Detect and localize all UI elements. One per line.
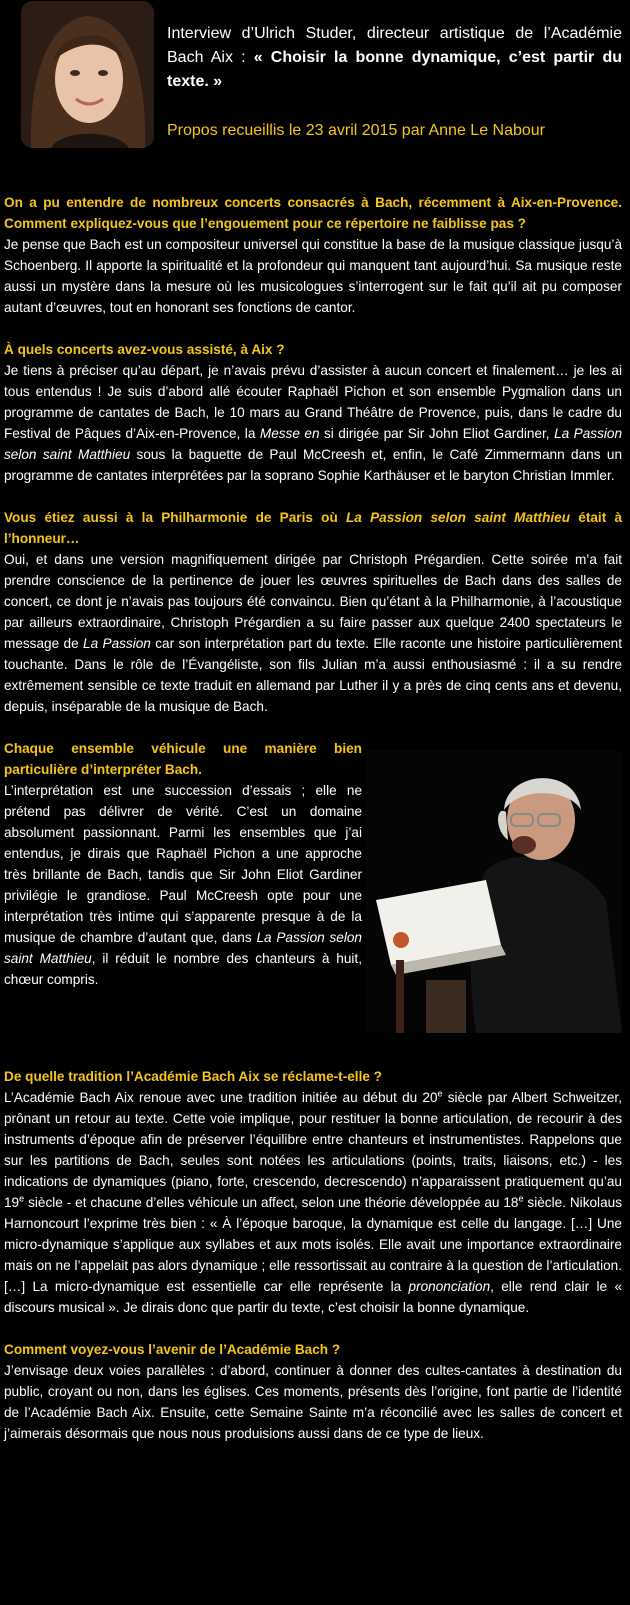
- answer-2: [4, 360, 622, 486]
- answer-5-emphasis: prononciation: [408, 1279, 491, 1294]
- superscript: e: [19, 1193, 25, 1204]
- qa-block-4: [4, 738, 362, 990]
- superscript: e: [437, 1088, 443, 1099]
- question-3: [4, 507, 622, 549]
- question-3-work-title: La Passion selon saint Matthieu: [346, 510, 571, 525]
- qa-block-3: [4, 507, 622, 717]
- answer-2-work-title: La Passion selon saint Matthieu: [4, 426, 623, 462]
- answer-6: J’envisage deux voies parallèles : d’abord, continuer à donner des cultes-cantates à destination du public, croyant ou non, dans les églises. Ces moments, présents dès l’origine, font partie de l’identité de l’Académie Bach Aix. Ensuite, cette Semaine Sainte m’a réconcilié avec les salles de concert et j’aimerais désormais que nous nous produisions aussi dans de ce type de lieux.: [4, 1363, 622, 1441]
- question-3-text: Vous étiez aussi à la Philharmonie de Paris où: [4, 510, 338, 525]
- question-2: À quels concerts avez-vous assisté, à Aix ?: [4, 342, 285, 357]
- answer-4-text: L’interprétation est une succession d’essais ; elle ne prétend pas délivrer de vérité. C’est un domaine absolument passionnant. Parmi les ensembles que j’ai entendus, je dirais que Raphaël Pichon a une approche très brillante de Bach, tandis que Sir John Eliot Gardiner privilégie le grandiose. Paul McCreesh opte pour une interprétation très intime qui s’apparente presque à de la musique de chambre d’autant que, dans: [4, 783, 362, 945]
- answer-5-text: siècle par Albert Schweitzer, prônant un retour au texte. Cette voie implique, pour restituer la bonne articulation, de recourir à des instruments d’époque afin de préserver l’équilibre entre chanteurs et instrumentistes. Rappelons que sur les partitions de Bach, seules sont notées les articulations (points, traits, liaisons, etc.) - les indications de dynamiques (piano, forte, crescendo, decrescendo) n’apparaissent pratiquement qu’au 19: [4, 1090, 622, 1210]
- answer-5-text: siècle. Nikolaus Harnoncourt l’exprime très bien : « À l’époque baroque, la dynamique est celle du langage. […] Une micro-dynamique s’applique aux syllabes et aux mots isolés. Elle avait une importance extraordinaire mais on ne l’appelait pas alors dynamique ; elle ressortissait au contraire à la question de l’articulation. […] La micro-dynamique est essentielle car elle représente la: [4, 1195, 622, 1294]
- superscript: e: [518, 1193, 524, 1204]
- question-3-text: était à l’honneur…: [4, 510, 623, 546]
- answer-5-text: siècle - et chacune d’elles véhicule un affect, selon une théorie développée au 18: [28, 1195, 519, 1210]
- answer-5: [4, 1087, 622, 1318]
- answer-2-text: Je tiens à préciser qu’au départ, je n’avais prévu d’assister à aucun concert et finalement… je les ai tous entendus ! Je suis d’abord allé écouter Raphaël Pichon et son ensemble Pygmalion dans un programme de cantates de Bach, le 10 mars au Grand Théâtre de Provence, puis, dans le cadre du Festival de Pâques d’Aix-en-Provence, la: [4, 363, 622, 441]
- answer-1: Je pense que Bach est un compositeur universel qui constitue la base de la musique classique jusqu’à Schoenberg. Il apporte la spiritualité et la profondeur qui manquent tant aujourd’hui. Sa musique reste aussi un mystère dans la mesure où les musicologues s’interrogent sur le fait qu’il ait pu composer autant d’œuvres, tout en honorant ses fonctions de cantor.: [4, 237, 622, 315]
- answer-3-text: Oui, et dans une version magnifiquement dirigée par Christoph Prégardien. Cette soirée m’a fait prendre conscience de la pertinence de jouer les œuvres spirituelles de Bach dans des salles de concert, ce dont je n’avais pas toujours été convaincu. Bien qu’étant à la Philharmonie, à l’acoustique par ailleurs extraordinaire, Christoph Prégardien a su faire passer aux quelque 2400 spectateurs le message de: [4, 552, 622, 651]
- answer-2-work-title: Messe en: [259, 426, 320, 441]
- header-quote: « Choisir la bonne dynamique, c’est partir du texte. »: [167, 49, 622, 90]
- singer-photo-image: [366, 750, 622, 1033]
- answer-4-work-title: La Passion selon saint Matthieu: [4, 930, 362, 966]
- singer-photo: [366, 750, 622, 1033]
- qa-block-5: [4, 1066, 622, 1318]
- question-4: Chaque ensemble véhicule une manière bien particulière d’interpréter Bach.: [4, 741, 362, 777]
- qa-block-6: [4, 1339, 622, 1444]
- question-5: De quelle tradition l’Académie Bach Aix se réclame-t-elle ?: [4, 1069, 382, 1084]
- answer-4-text: , il réduit le nombre des chanteurs à huit, chœur compris.: [4, 951, 362, 987]
- answer-5-text: L’Académie Bach Aix renoue avec une tradition initiée au début du 20: [4, 1090, 438, 1105]
- answer-5-text: , elle rend clair le « discours musical ». Je dirais donc que partir du texte, c’est choisir la bonne dynamique.: [4, 1279, 623, 1315]
- qa-block-2: [4, 339, 622, 486]
- interview-body: [4, 192, 622, 1465]
- answer-4: [4, 780, 362, 990]
- answer-2-text: sous la baguette de Paul McCreesh et, enfin, le Café Zimmermann dans un programme de cantates interprétées par la soprano Sophie Karthäuser et le baryton Christian Immler.: [4, 447, 623, 483]
- portrait-image: [21, 1, 154, 148]
- header-intro: Interview d’Ulrich Studer, directeur artistique de l’Académie Bach Aix :: [167, 25, 622, 66]
- answer-2-text: si dirigée par Sir John Eliot Gardiner,: [324, 426, 550, 441]
- qa-block-1: [4, 192, 622, 318]
- answer-3-work-title: La Passion: [83, 636, 151, 651]
- qa-with-photo: [4, 738, 622, 1003]
- question-1: On a pu entendre de nombreux concerts consacrés à Bach, récemment à Aix-en-Provence. Comment expliquez-vous que l’engouement pour ce répertoire ne faiblisse pas ?: [4, 195, 622, 231]
- question-6: Comment voyez-vous l’avenir de l’Académie Bach ?: [4, 1342, 341, 1357]
- interviewer-portrait: [21, 1, 154, 148]
- header-title: [167, 22, 622, 94]
- byline: Propos recueillis le 23 avril 2015 par Anne Le Nabour: [167, 122, 546, 139]
- answer-3: [4, 549, 622, 717]
- answer-3-text: car son interprétation part du texte. Elle raconte une histoire particulièrement touchante. Dans le rôle de l’Évangéliste, son fils Julian m’a aussi enthousiasmé : il a su rendre extrêmement sensible ce texte traduit en allemand par Luther il y a près de cinq cents ans et devenu, depuis, inséparable de la musique de Bach.: [4, 636, 622, 714]
